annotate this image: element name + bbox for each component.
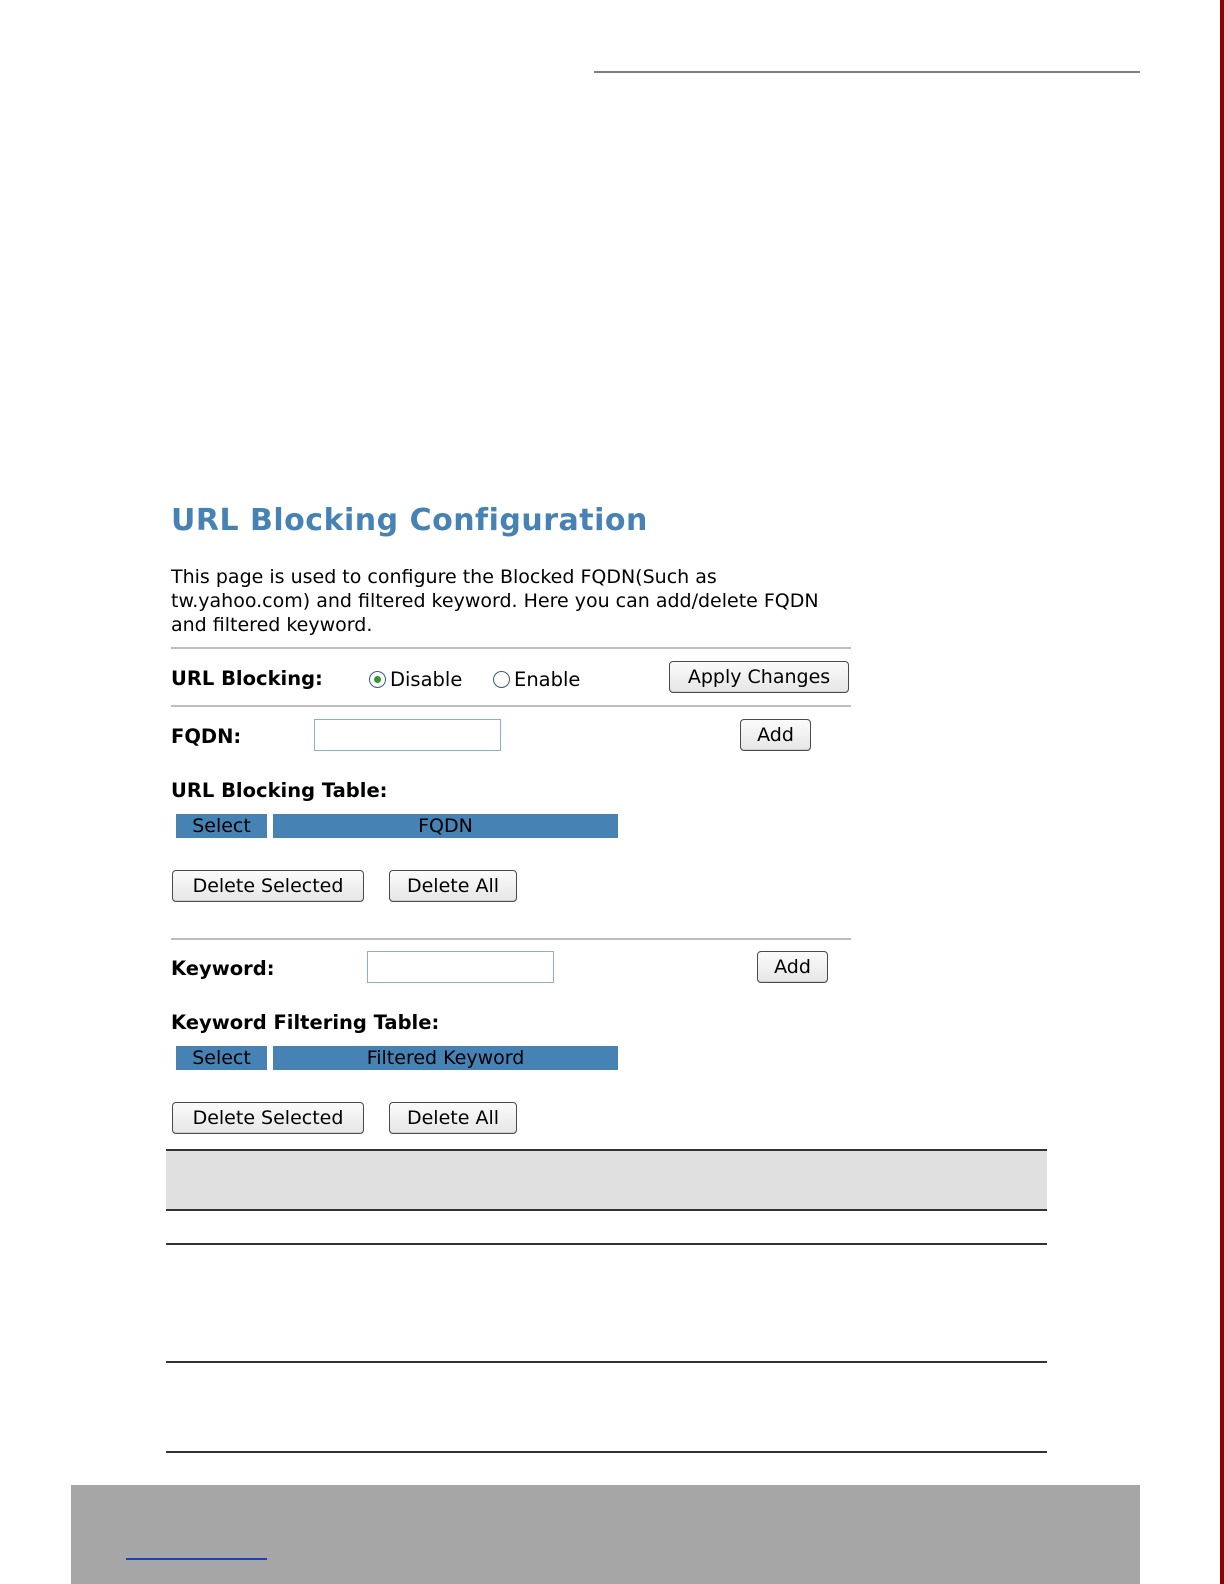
keyword-delete-selected-button[interactable]: Delete Selected [172,1102,364,1134]
url-blocking-table-title: URL Blocking Table: [171,779,388,802]
apply-changes-button[interactable]: Apply Changes [669,661,849,693]
footer-bar [71,1485,1140,1584]
keyword-table-header-select: Select [176,1046,267,1070]
keyword-input[interactable] [367,951,554,983]
radio-enable-icon[interactable] [493,671,510,688]
radio-disable-label: Disable [390,668,463,691]
radio-enable[interactable] [493,668,580,691]
divider [171,647,851,649]
url-delete-selected-button[interactable]: Delete Selected [172,870,364,902]
keyword-add-button[interactable]: Add [757,951,828,983]
keyword-table-header-filtered-keyword: Filtered Keyword [273,1046,618,1070]
fqdn-label: FQDN: [171,725,242,748]
fqdn-add-button[interactable]: Add [740,719,811,751]
url-table-header-select: Select [176,814,267,838]
page-edge-bar [1220,0,1224,1584]
table-rule [166,1361,1047,1363]
table-header-band [166,1149,1047,1211]
keyword-label: Keyword: [171,957,275,980]
header-rule [594,71,1140,73]
fqdn-input[interactable] [314,719,501,751]
page-description: This page is used to configure the Blocked FQDN(Such as tw.yahoo.com) and filtered keyword. Here you can add/delete FQDN and filtered keyword. [171,566,819,636]
radio-enable-label: Enable [514,668,581,691]
page-title: URL Blocking Configuration [171,503,648,538]
url-blocking-label: URL Blocking: [171,667,323,690]
keyword-filtering-table-title: Keyword Filtering Table: [171,1011,440,1034]
table-rule [166,1451,1047,1453]
url-delete-all-button[interactable]: Delete All [389,870,517,902]
table-rule [166,1243,1047,1245]
radio-disable-icon[interactable] [369,671,386,688]
divider [171,938,851,940]
divider [171,705,851,707]
url-table-header-fqdn: FQDN [273,814,618,838]
radio-selected-dot-icon [374,676,381,683]
keyword-delete-all-button[interactable]: Delete All [389,1102,517,1134]
radio-disable[interactable] [369,668,462,691]
footer-link[interactable] [126,1558,267,1560]
